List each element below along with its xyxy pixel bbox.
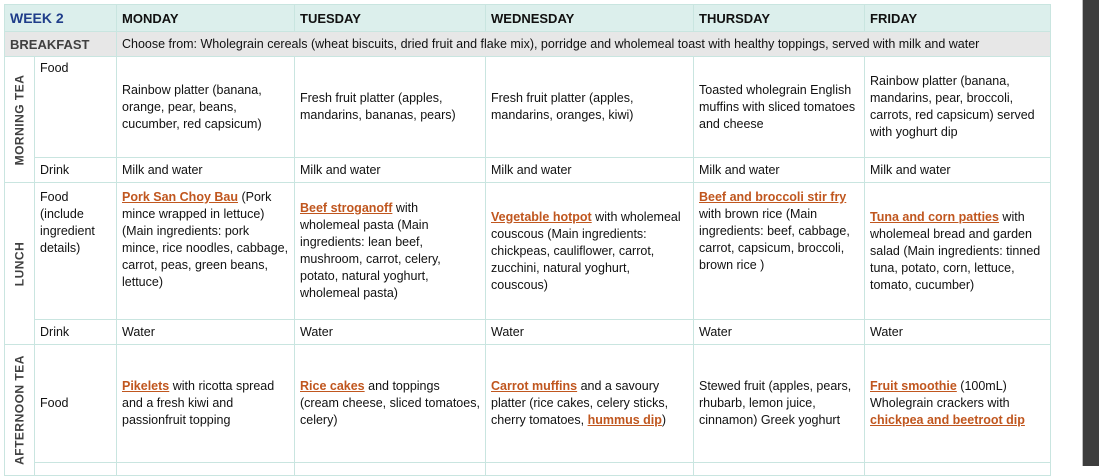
lunch-wednesday [486,183,694,320]
morning-tea-drink-row [5,158,1051,183]
lunch-friday [865,183,1051,320]
morning-tea-friday: Rainbow platter (banana, mandarins, pear, broccoli, carrots, red capsicum) served with yoghurt dip [865,57,1051,158]
lunch-drink-row [5,320,1051,345]
week-label: WEEK 2 [5,5,117,32]
dish-link[interactable]: Vegetable hotpot [491,209,592,224]
breakfast-text: Choose from: Wholegrain cereals (wheat biscuits, dried fruit and flake mix), porridge and wholemeal toast with healthy toppings, served with milk and water [117,32,1051,57]
breakfast-label: BREAKFAST [5,32,117,57]
day-tuesday: TUESDAY [295,5,486,32]
dish-details: with ricotta spread and a fresh kiwi and passionfruit topping [122,379,275,427]
day-wednesday: WEDNESDAY [486,5,694,32]
dish-link[interactable]: hummus dip [587,413,662,427]
lunch-monday [117,183,295,320]
morning-tea-drink-friday: Milk and water [865,158,1051,183]
dish-details: with wholemeal pasta (Main ingredients: lean beef, mushroom, carrot, celery, potato, natural yoghurt, wholemeal pasta) [300,201,441,300]
breakfast-row [5,32,1051,57]
lunch-drink-thursday: Water [694,320,865,345]
lunch-drink-tuesday: Water [295,320,486,345]
dish-link[interactable]: Pikelets [122,379,170,393]
dish-details: with wholemeal bread and garden salad (Main ingredients: tinned tuna, potato, corn, lettuce, tomato, cucumber) [870,209,1041,292]
morning-tea-label [5,57,35,183]
afternoon-tea-tuesday [295,345,486,463]
dish-link[interactable]: Rice cakes [300,379,365,393]
morning-tea-wednesday: Fresh fruit platter (apples, mandarins, oranges, kiwi) [486,57,694,158]
dish-details: and a savoury platter (rice cakes, celery sticks, cherry tomatoes, [491,379,669,427]
lunch-drink-wednesday: Water [486,320,694,345]
dish-details: (100mL) Wholegrain crackers with [870,379,1010,410]
dish-link[interactable]: Pork San Choy Bau [122,190,238,204]
morning-tea-food-label: Food [35,57,117,158]
empty-cell [865,463,1051,476]
day-thursday: THURSDAY [694,5,865,32]
morning-tea-drink-wednesday: Milk and water [486,158,694,183]
empty-cell [295,463,486,476]
dish-details: and toppings (cream cheese, sliced tomatoes, celery) [300,379,480,427]
afternoon-tea-drink-row [5,463,1051,476]
morning-tea-thursday: Toasted wholegrain English muffins with sliced tomatoes and cheese [694,57,865,158]
dish-details: ) [661,413,667,427]
dish-link[interactable]: Beef stroganoff [300,201,393,215]
morning-tea-drink-monday: Milk and water [117,158,295,183]
dish-details: (Pork mince wrapped in lettuce) (Main ingredients: pork mince, rice noodles, cabbage, carrot, peas, green beans, lettuce) [122,190,289,289]
dish-link[interactable]: chickpea and beetroot dip [870,413,1025,427]
lunch-tuesday [295,183,486,320]
lunch-food-label: Food (include ingredient details) [35,183,117,320]
lunch-drink-monday: Water [117,320,295,345]
afternoon-tea-food-label: Food [35,345,117,463]
day-friday: FRIDAY [865,5,1051,32]
dish-link[interactable]: Carrot muffins [491,379,578,393]
empty-cell [117,463,295,476]
lunch-drink-friday: Water [865,320,1051,345]
header-row [5,5,1051,32]
afternoon-tea-label-text: AFTERNOON TEA [12,355,26,465]
lunch-food-row [5,183,1051,320]
afternoon-tea-monday [117,345,295,463]
afternoon-tea-friday [865,345,1051,463]
weekly-menu-table [4,4,1051,476]
afternoon-tea-thursday: Stewed fruit (apples, pears, rhubarb, lemon juice, cinnamon) Greek yoghurt [694,345,865,463]
menu-document [4,4,1050,476]
dish-link[interactable]: Fruit smoothie [870,379,957,393]
day-monday: MONDAY [117,5,295,32]
morning-tea-label-text: MORNING TEA [12,74,26,165]
viewer-background [1083,0,1099,466]
afternoon-tea-food-row [5,345,1051,463]
empty-cell [694,463,865,476]
empty-cell [35,463,117,476]
morning-tea-drink-label: Drink [35,158,117,183]
dish-link[interactable]: Tuna and corn patties [870,209,999,224]
morning-tea-drink-tuesday: Milk and water [295,158,486,183]
lunch-label [5,183,35,345]
afternoon-tea-wednesday [486,345,694,463]
empty-cell [486,463,694,476]
dish-details: with brown rice (Main ingredients: beef, cabbage, carrot, capsicum, broccoli, brown rice ) [699,207,850,272]
lunch-thursday [694,183,865,320]
afternoon-tea-label [5,345,35,476]
dish-details: with wholemeal couscous (Main ingredients: chickpeas, cauliflower, carrot, zucchini, natural yoghurt, couscous) [491,209,681,292]
lunch-drink-label: Drink [35,320,117,345]
morning-tea-food-row [5,57,1051,158]
lunch-label-text: LUNCH [12,241,26,286]
morning-tea-monday: Rainbow platter (banana, orange, pear, beans, cucumber, red capsicum) [117,57,295,158]
dish-link[interactable]: Beef and broccoli stir fry [699,190,847,204]
morning-tea-drink-thursday: Milk and water [694,158,865,183]
morning-tea-tuesday: Fresh fruit platter (apples, mandarins, bananas, pears) [295,57,486,158]
